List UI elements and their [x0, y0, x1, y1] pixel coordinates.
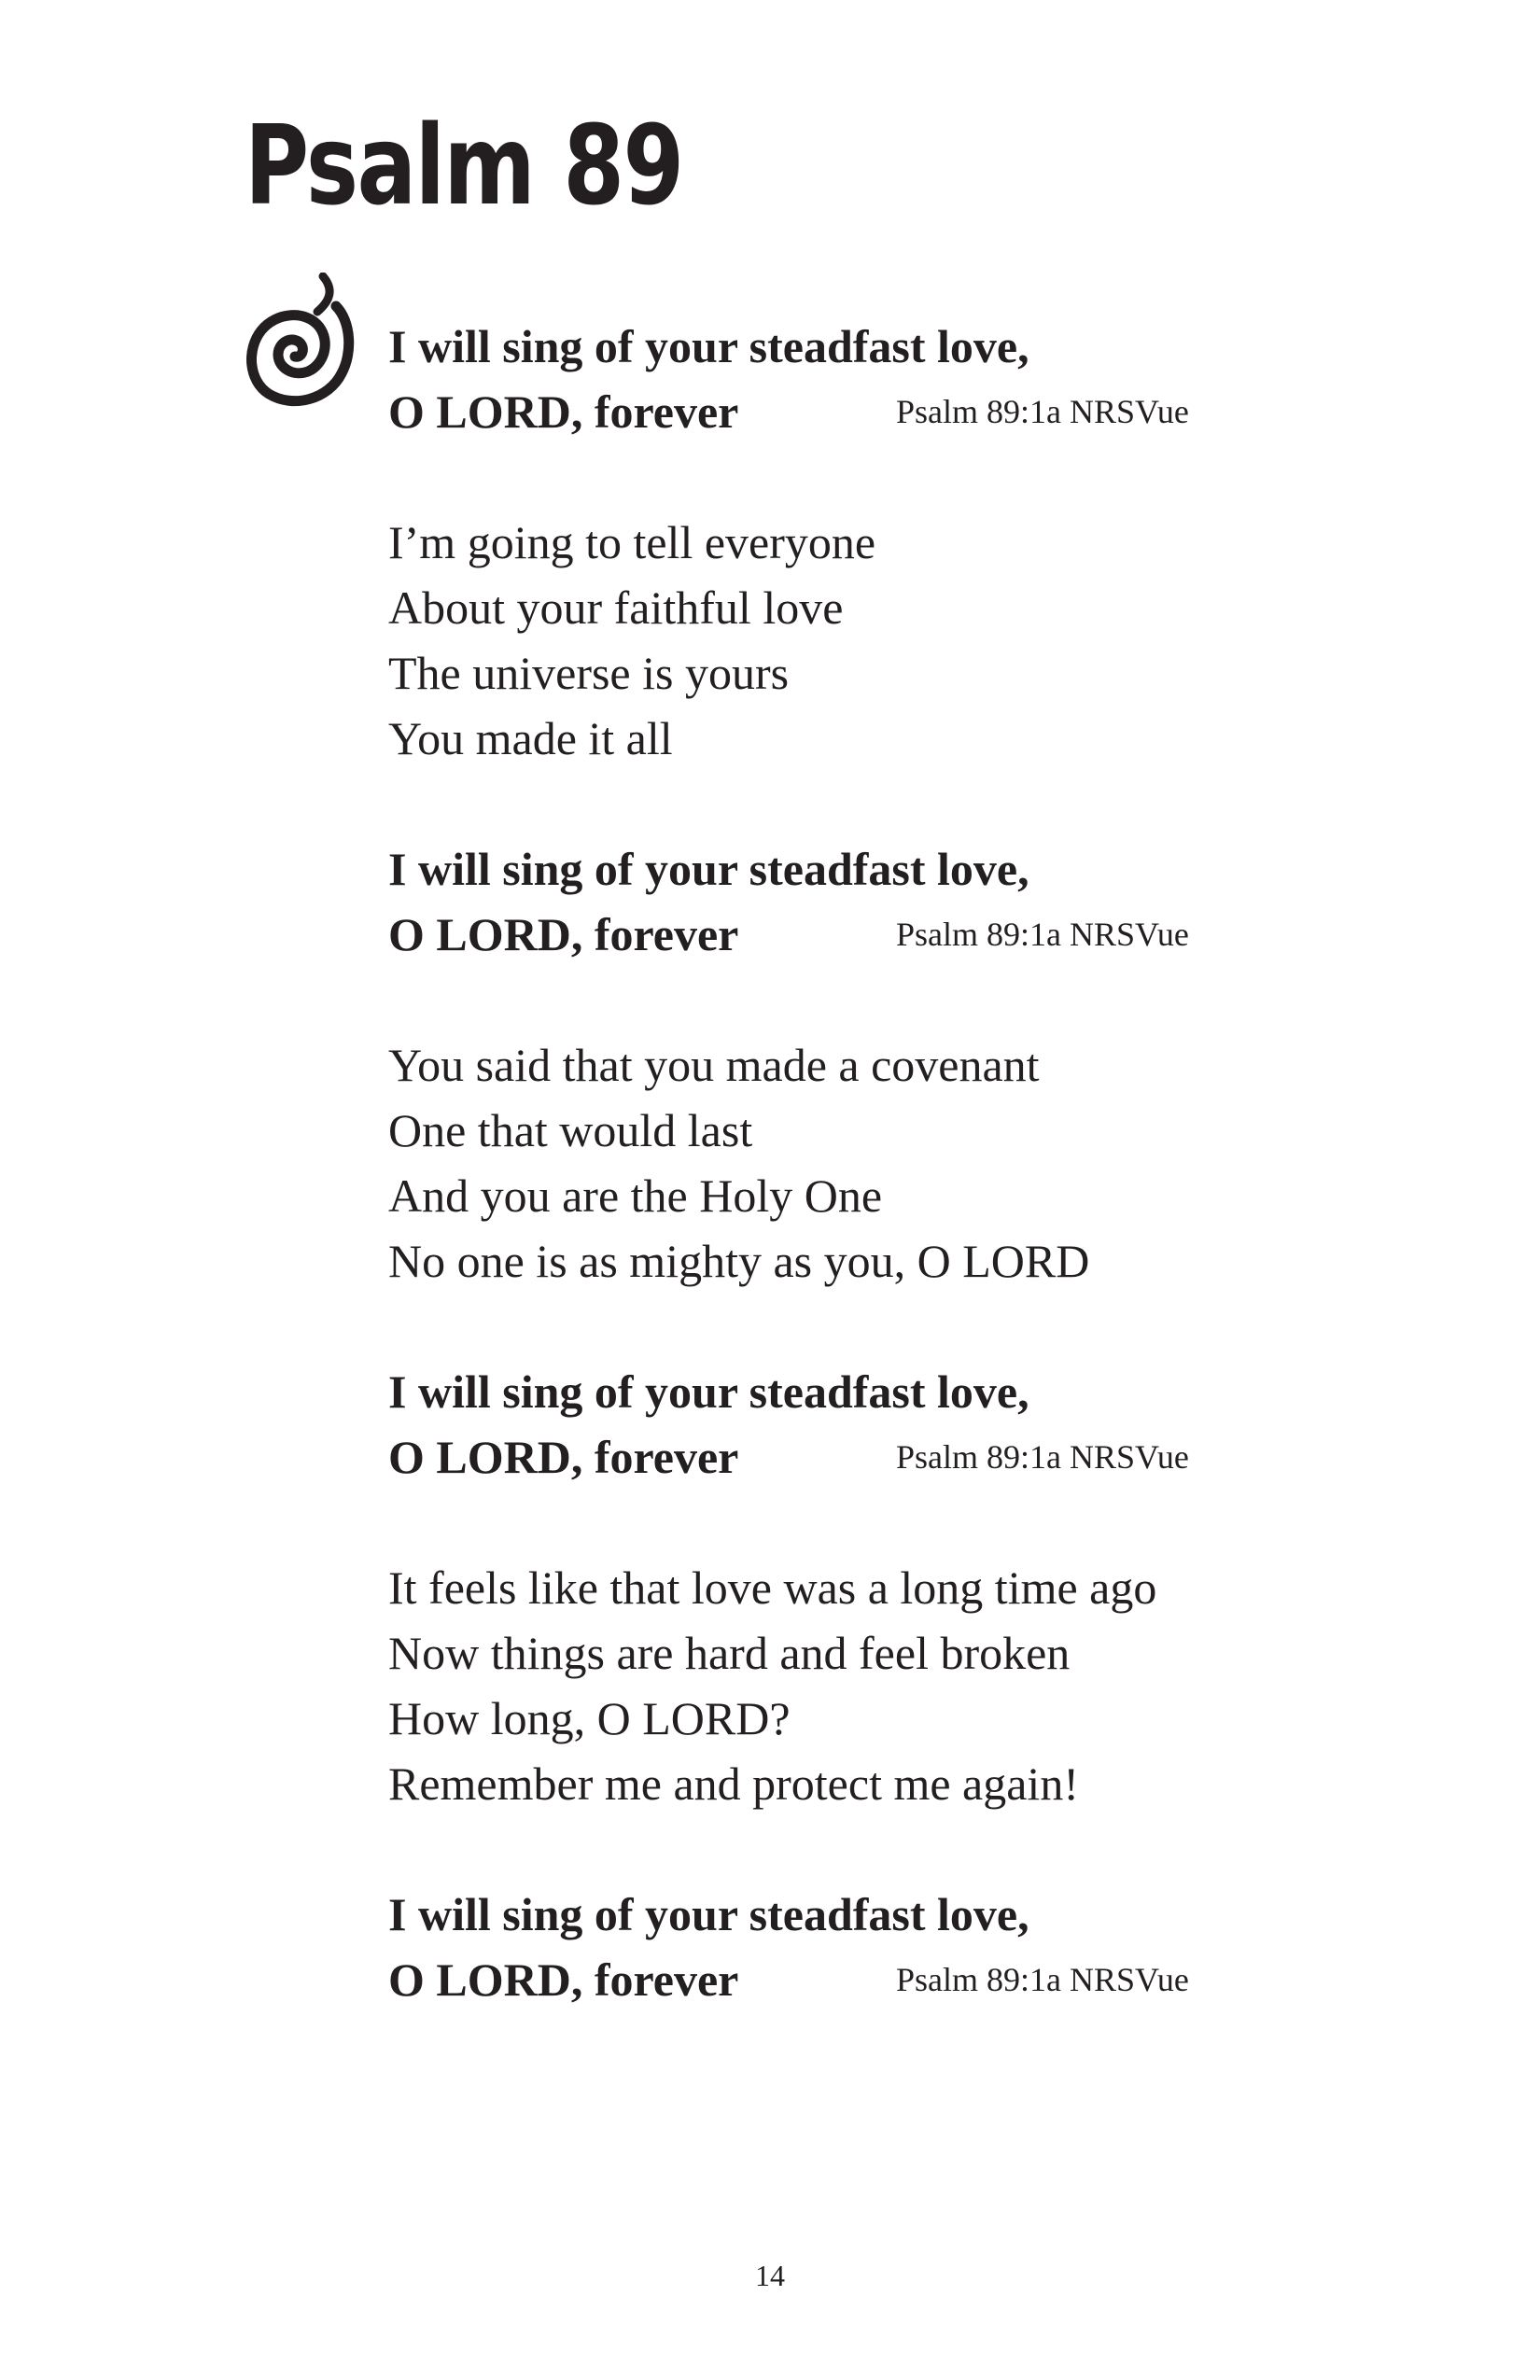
verse-line: No one is as mighty as you, O LORD [388, 1235, 1090, 1287]
page-number: 14 [755, 2259, 785, 2292]
refrain-stanza [388, 1359, 1322, 1490]
refrain-citation: Psalm 89:1a NRSVue [896, 393, 1189, 430]
refrain-line-2: O LORD, forever [388, 1431, 739, 1483]
refrain-row [388, 902, 1322, 967]
refrain-line-1: I will sing of your steadfast love, [388, 320, 1029, 372]
verse-stanza [388, 510, 1322, 771]
verse-line: You said that you made a covenant [388, 1039, 1040, 1091]
verse-line: Now things are hard and feel broken [388, 1627, 1071, 1679]
refrain-line-2: O LORD, forever [388, 1953, 739, 2006]
spiral-icon [245, 273, 355, 413]
page-title: Psalm 89 [245, 101, 683, 230]
verse-line: I’m going to tell everyone [388, 516, 876, 568]
verse-line: And you are the Holy One [388, 1169, 883, 1222]
refrain-line-2: O LORD, forever [388, 385, 739, 438]
psalm-body [388, 314, 1322, 2078]
verse-line: You made it all [388, 712, 673, 764]
verse-line: How long, O LORD? [388, 1692, 791, 1744]
refrain-line-1: I will sing of your steadfast love, [388, 1888, 1029, 1940]
verse-line: It feels like that love was a long time ago [388, 1561, 1157, 1614]
verse-line: The universe is yours [388, 647, 790, 699]
refrain-line-2: O LORD, forever [388, 908, 739, 960]
refrain-line-1: I will sing of your steadfast love, [388, 843, 1029, 895]
refrain-row [388, 1947, 1322, 2012]
verse-line: About your faithful love [388, 581, 844, 634]
verse-line: One that would last [388, 1104, 753, 1156]
refrain-line-1: I will sing of your steadfast love, [388, 1365, 1029, 1418]
refrain-stanza [388, 314, 1322, 444]
refrain-citation: Psalm 89:1a NRSVue [896, 916, 1189, 953]
refrain-stanza [388, 836, 1322, 967]
verse-line: Remember me and protect me again! [388, 1757, 1079, 1810]
verse-stanza [388, 1032, 1322, 1294]
refrain-row [388, 1424, 1322, 1490]
refrain-citation: Psalm 89:1a NRSVue [896, 1961, 1189, 1998]
verse-stanza [388, 1555, 1322, 1816]
refrain-stanza [388, 1882, 1322, 2012]
refrain-citation: Psalm 89:1a NRSVue [896, 1438, 1189, 1476]
refrain-row [388, 379, 1322, 444]
